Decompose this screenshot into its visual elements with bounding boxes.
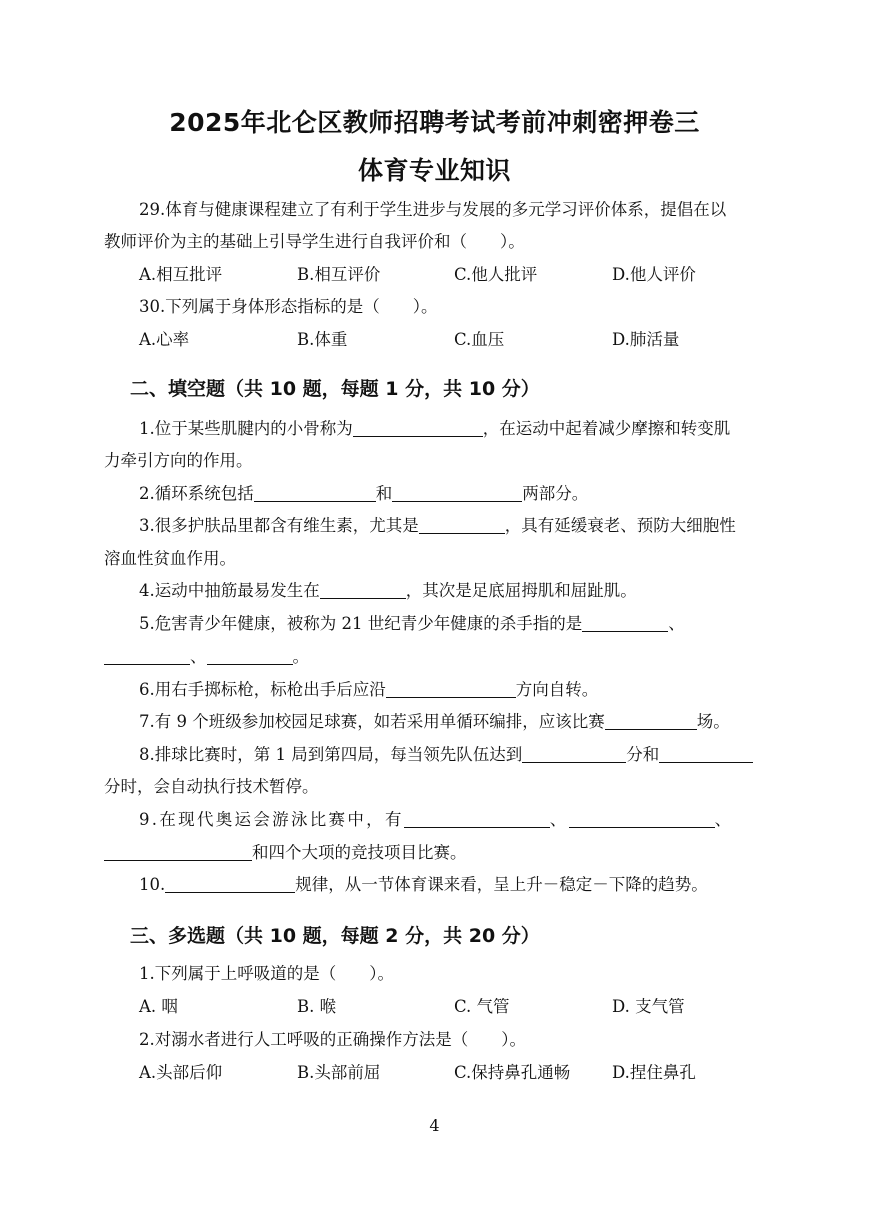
fill-8-line-1: 8.排球比赛时，第 1 局到第四局，每当领先队伍达到 分和 <box>139 743 753 767</box>
q29-line-2: 教师评价为主的基础上引导学生进行自我评价和（ ）。 <box>104 232 525 251</box>
mc-2-option-d: D.捏住鼻孔 <box>612 1063 696 1082</box>
q30-option-c: C.血压 <box>454 330 505 349</box>
mc-1-stem: 1.下列属于上呼吸道的是（ ）。 <box>139 964 394 983</box>
page-title: 2025年北仑区教师招聘考试考前冲刺密押卷三 <box>169 108 700 137</box>
mc-2-option-c: C.保持鼻孔通畅 <box>454 1063 571 1082</box>
fill-5-line-1: 5.危害青少年健康，被称为 21 世纪青少年健康的杀手指的是 、 <box>139 614 685 633</box>
fill-8-blank-1 <box>522 744 626 763</box>
fill-3-blank <box>419 515 505 534</box>
fill-8-blank-2 <box>659 744 753 763</box>
fill-1-line-2: 力牵引方向的作用。 <box>104 451 253 470</box>
fill-5-blank-2 <box>104 646 190 665</box>
q29-option-c: C.他人批评 <box>454 265 538 284</box>
q30-option-b: B.体重 <box>297 330 348 349</box>
fill-2-blank-1 <box>254 483 376 502</box>
q29-option-b: B.相互评价 <box>297 265 381 284</box>
fill-1-blank <box>353 418 483 437</box>
page-number: 4 <box>429 1116 440 1135</box>
mc-2-option-a: A.头部后仰 <box>139 1063 223 1082</box>
fill-10: 10. 规律，从一节体育课来看，呈上升－稳定－下降的趋势。 <box>139 875 708 894</box>
fill-4: 4.运动中抽筋最易发生在 ，其次是足底屈拇肌和屈趾肌。 <box>139 581 637 600</box>
mc-1-option-c: C. 气管 <box>454 997 510 1016</box>
fill-2-blank-2 <box>392 483 522 502</box>
mc-1-option-a: A. 咽 <box>139 997 178 1016</box>
fill-3-line-1: 3.很多护肤品里都含有维生素，尤其是 ，具有延缓衰老、预防大细胞性 <box>139 516 736 535</box>
fill-5-blank-1 <box>582 613 668 632</box>
q30-option-a: A.心率 <box>139 330 190 349</box>
q29-line-1: 29.体育与健康课程建立了有利于学生进步与发展的多元学习评价体系，提倡在以 <box>139 200 727 219</box>
fill-9-blank-1 <box>404 809 550 828</box>
fill-6: 6.用右手掷标枪，标枪出手后应沿 方向自转。 <box>139 680 599 699</box>
fill-1-line-1: 1.位于某些肌腱内的小骨称为 ，在运动中起着减少摩擦和转变肌 <box>139 419 731 438</box>
page-subtitle: 体育专业知识 <box>357 156 511 185</box>
fill-3-line-2: 溶血性贫血作用。 <box>104 549 236 568</box>
q29-option-d: D.他人评价 <box>612 265 696 284</box>
fill-4-blank <box>320 580 406 599</box>
fill-9-blank-2 <box>569 809 715 828</box>
fill-7: 7.有 9 个班级参加校园足球赛，如若采用单循环编排，应该比赛 场。 <box>139 712 730 731</box>
q29-option-a: A.相互批评 <box>139 265 223 284</box>
mc-1-option-b: B. 喉 <box>297 997 337 1016</box>
section-multi-choice-heading: 三、多选题（共 10 题，每题 2 分，共 20 分） <box>130 925 540 947</box>
section-fill-in-heading: 二、填空题（共 10 题，每题 1 分，共 10 分） <box>130 378 540 400</box>
fill-10-blank <box>165 874 295 893</box>
fill-8-line-2: 分时，会自动执行技术暂停。 <box>104 777 319 796</box>
mc-2-stem: 2.对溺水者进行人工呼吸的正确操作方法是（ ）。 <box>139 1030 526 1049</box>
fill-5-line-2: 、 。 <box>104 645 309 669</box>
fill-9-line-1: 9.在现代奥运会游泳比赛中，有 、 、 <box>139 810 734 829</box>
mc-1-option-d: D. 支气管 <box>612 997 685 1016</box>
q30-stem: 30.下列属于身体形态指标的是（ ）。 <box>139 297 438 316</box>
fill-5-blank-3 <box>207 646 293 665</box>
fill-7-blank <box>605 711 697 730</box>
q30-option-d: D.肺活量 <box>612 330 680 349</box>
fill-2: 2.循环系统包括 和 两部分。 <box>139 484 589 503</box>
fill-9-line-2: 和四个大项的竞技项目比赛。 <box>104 841 467 865</box>
fill-9-blank-3 <box>104 842 252 861</box>
fill-6-blank <box>386 679 516 698</box>
mc-2-option-b: B.头部前屈 <box>297 1063 381 1082</box>
